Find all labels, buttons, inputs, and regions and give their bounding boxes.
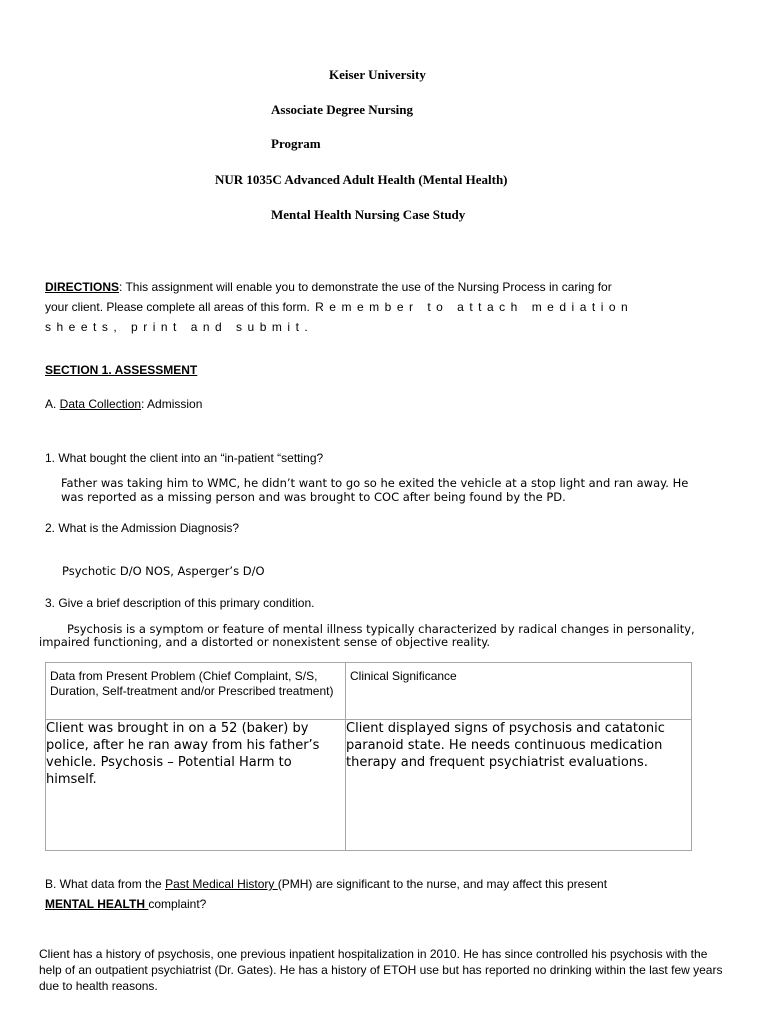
question-3: 3. Give a brief description of this primary condition. — [45, 596, 315, 610]
table-header-data: Data from Present Problem (Chief Complaint, S/S, Duration, Self-treatment and/or Prescribed treatment) — [46, 663, 346, 720]
program-label: Program — [271, 136, 321, 151]
directions-spaced1: Remember to attach mediation — [315, 300, 634, 314]
table-header-significance: Clinical Significance — [346, 663, 692, 720]
section-b-question — [45, 877, 607, 891]
course-title: NUR 1035C Advanced Adult Health (Mental Health) — [215, 172, 508, 187]
question-1: 1. What bought the client into an “in-patient “setting? — [45, 451, 324, 465]
directions-label: DIRECTIONS — [45, 280, 120, 294]
directions-line2 — [45, 300, 633, 314]
section-b-question-line2 — [45, 897, 206, 911]
pmh-link: Past Medical History — [165, 877, 278, 891]
university-name: Keiser University — [329, 67, 426, 82]
a-suffix: : Admission — [141, 397, 203, 411]
data-collection-link: Data Collection — [59, 397, 142, 411]
directions-spaced2: sheets, print and submit. — [45, 320, 314, 334]
b-end: complaint? — [148, 897, 207, 911]
section1-heading: SECTION 1. ASSESSMENT — [45, 363, 198, 377]
data-collection-line — [45, 397, 202, 411]
b-prefix: B. What data from the — [45, 877, 166, 891]
answer-2: Psychotic D/O NOS, Asperger’s D/O — [62, 564, 265, 578]
mental-health-bold: MENTAL HEALTH — [45, 897, 149, 911]
directions-line1 — [45, 280, 612, 294]
answer-3: Psychosis is a symptom or feature of mental illness typically characterized by radical changes in personality, impaired functioning, and a distorted or nonexistent sense of objective reality. — [39, 622, 695, 649]
directions-text1: : This assignment will enable you to demonstrate the use of the Nursing Process in caring for — [119, 280, 612, 294]
question-2: 2. What is the Admission Diagnosis? — [45, 521, 240, 535]
case-study-table — [45, 662, 692, 851]
table-row — [46, 720, 692, 851]
document-title: Mental Health Nursing Case Study — [271, 207, 466, 222]
degree-name: Associate Degree Nursing — [271, 102, 414, 117]
table-cell-clinical-significance: Client displayed signs of psychosis and catatonic paranoid state. He needs continuous medication therapy and frequent psychiatrist evaluations. — [346, 720, 692, 851]
a-prefix: A. — [45, 397, 60, 411]
table-header-row — [46, 663, 692, 720]
answer-1: Father was taking him to WMC, he didn’t want to go so he exited the vehicle at a stop light and ran away. He was reported as a missing person and was brought to COC after being found by the PD. — [61, 476, 689, 504]
b-suffix: (PMH) are significant to the nurse, and may affect this present — [277, 877, 608, 891]
table-cell-present-problem: Client was brought in on a 52 (baker) by police, after he ran away from his father’s vehicle. Psychosis – Potential Harm to himself. — [46, 720, 346, 851]
section-b-answer: Client has a history of psychosis, one previous inpatient hospitalization in 2010. He has since controlled his psychosis with the help of an outpatient psychiatrist (Dr. Gates). He has a history of ETOH use but has reported no drinking within the last few years due to health reasons. — [39, 947, 723, 993]
directions-text2: your client. Please complete all areas of this form. — [45, 300, 310, 314]
